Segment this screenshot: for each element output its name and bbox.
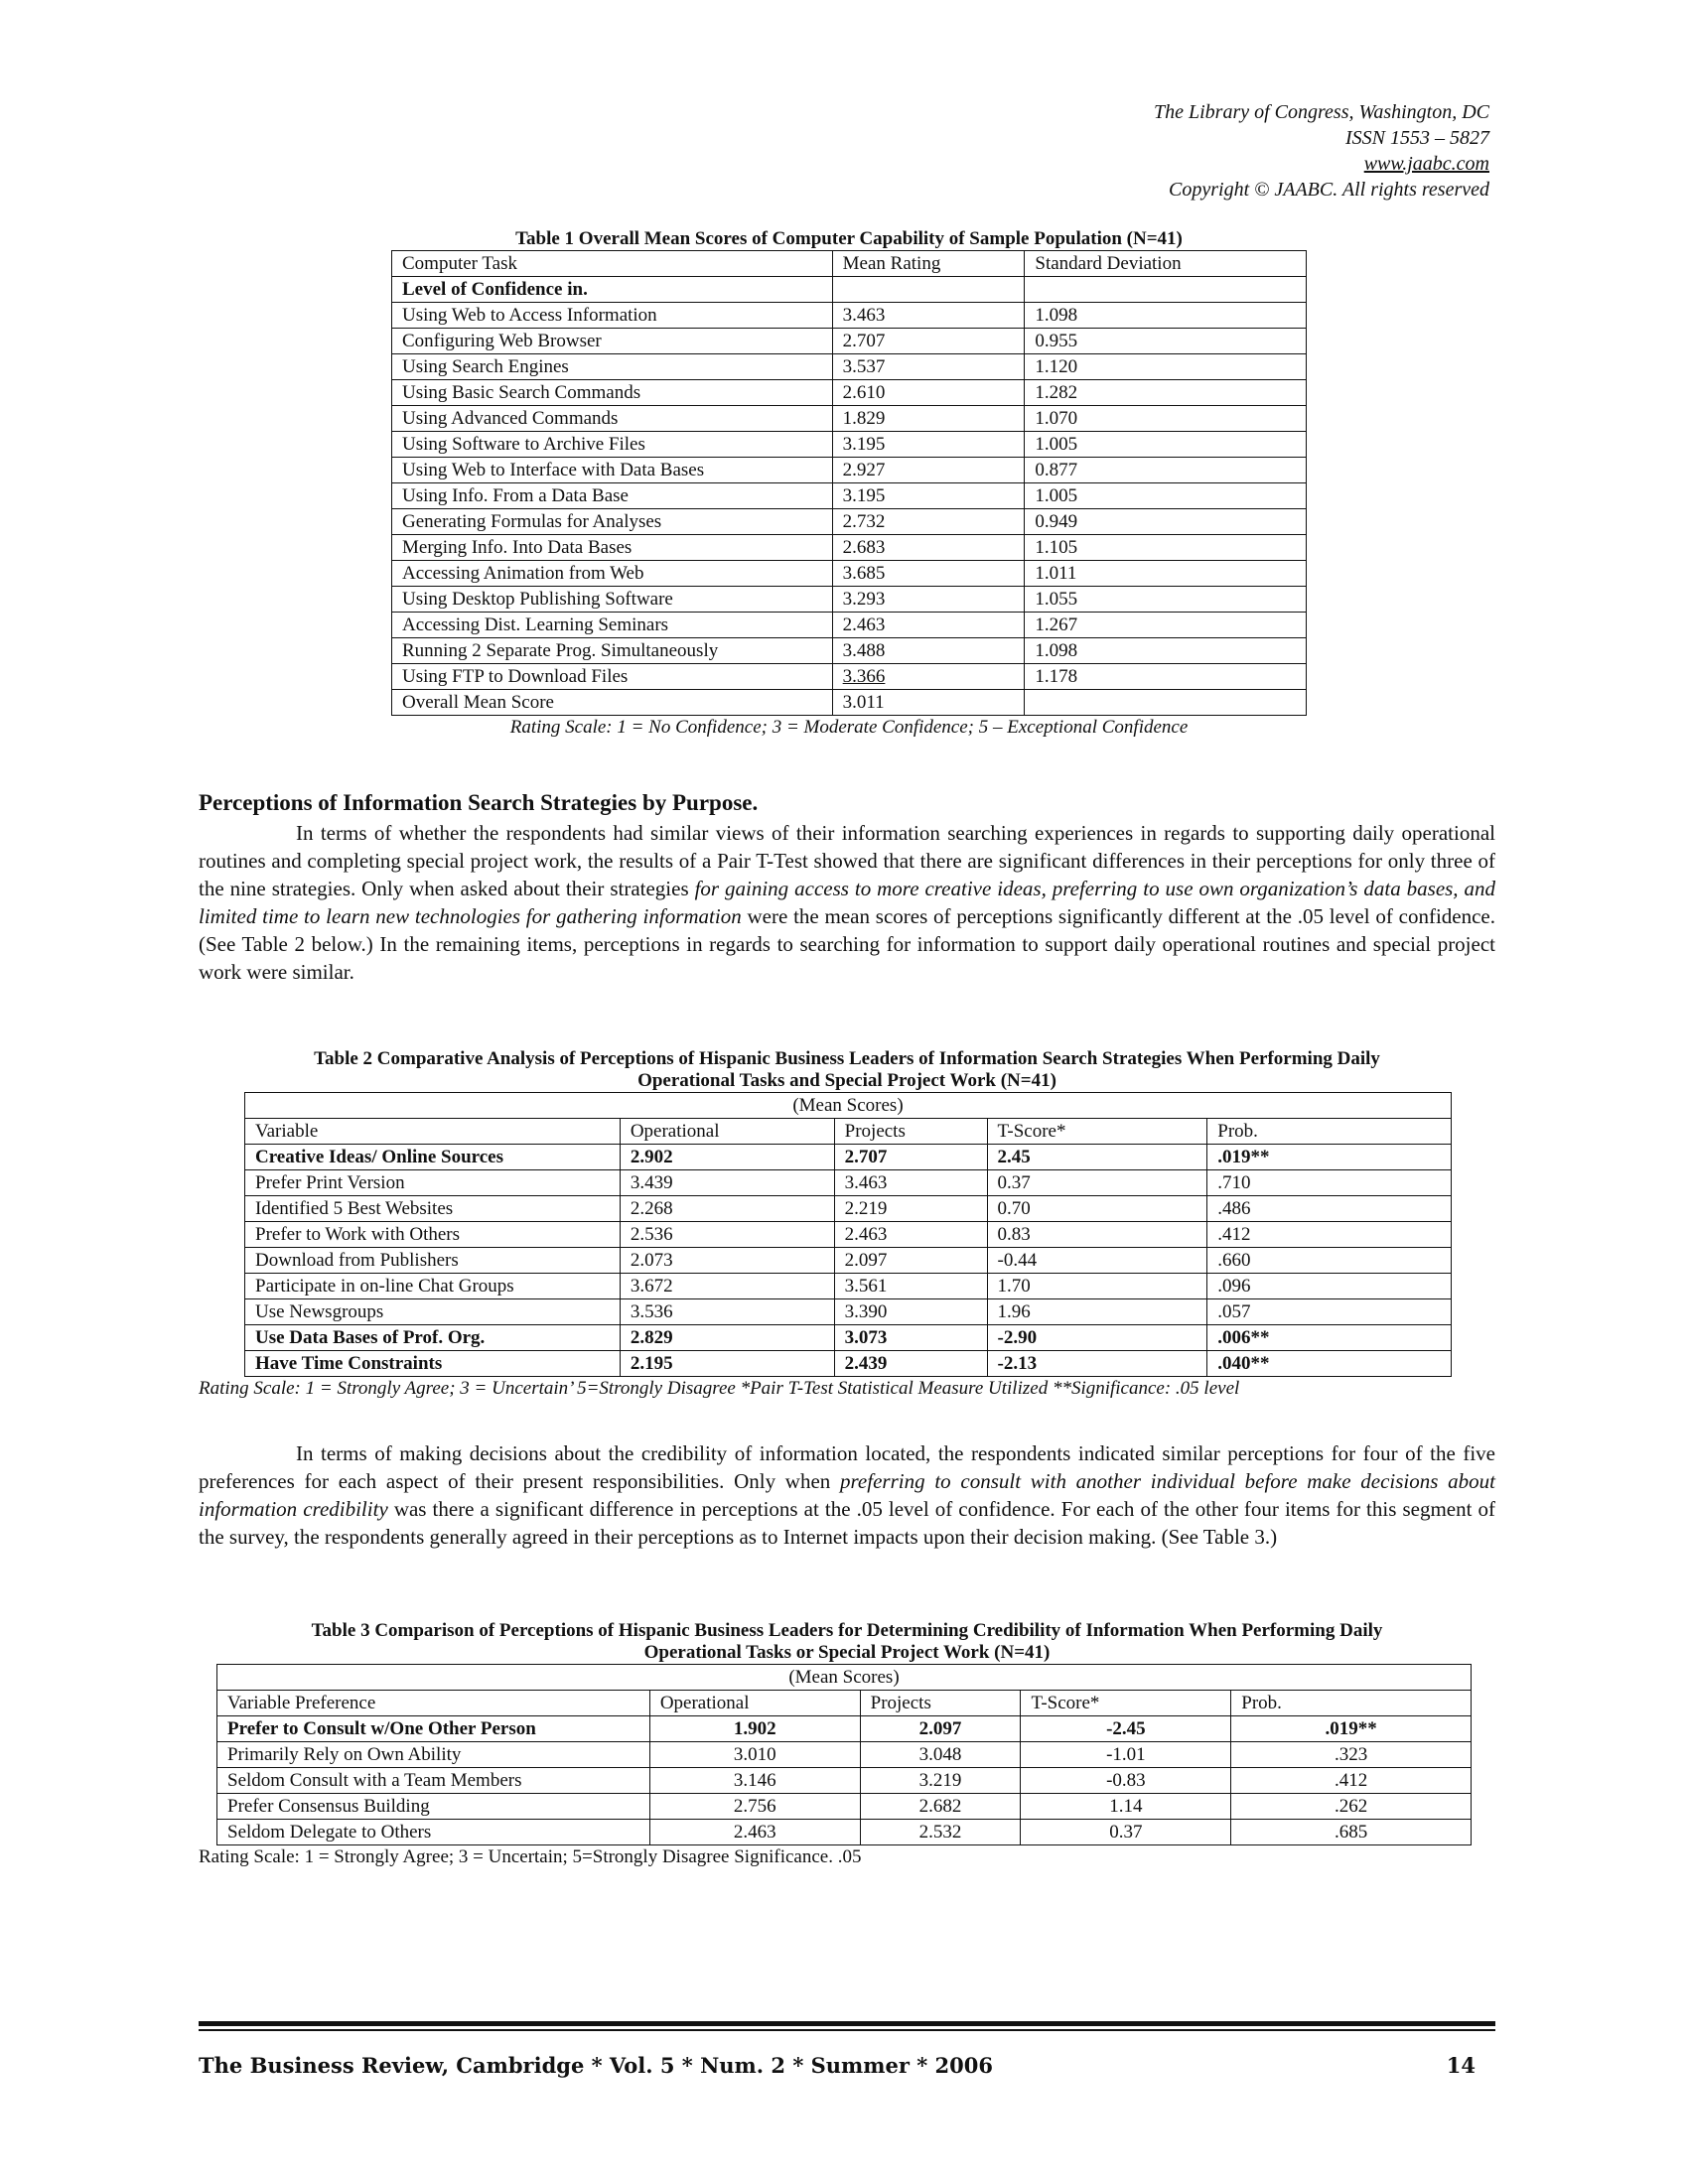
table-cell: Have Time Constraints [245, 1351, 621, 1377]
table-cell: 1.178 [1025, 664, 1307, 690]
table-cell: Running 2 Separate Prog. Simultaneously [392, 638, 833, 664]
table-cell: 1.267 [1025, 613, 1307, 638]
table-cell: .660 [1207, 1248, 1452, 1274]
table-3-mean-row [217, 1665, 1472, 1691]
table-row [392, 613, 1307, 638]
table-cell: 3.536 [620, 1299, 834, 1325]
mean-scores-label: (Mean Scores) [245, 1093, 1452, 1119]
table-cell: 1.96 [987, 1299, 1207, 1325]
table-cell: 2.073 [620, 1248, 834, 1274]
table-1-body [392, 303, 1307, 690]
table-1-overall-row [392, 690, 1307, 716]
table-row [392, 303, 1307, 329]
header-website-link[interactable]: www.jaabc.com [1363, 153, 1489, 175]
table-3 [216, 1664, 1472, 1845]
table-cell: .040** [1207, 1351, 1452, 1377]
footer-rule-thick [199, 2021, 1495, 2026]
table-row [392, 561, 1307, 587]
body-paragraph-2: In terms of making decisions about the credibility of information located, the respondents indicated similar perceptions for four of the five preferences for each aspect of their present responsibilities. Only when preferring to consult with another individual before make decisions about information credibility was there a significant difference in perceptions at the .05 level of confidence. For each of the other four items for this segment of the survey, the respondents generally agreed in their perceptions as to Internet impacts upon their decision making. (See Table 3.) [199, 1441, 1496, 1549]
table-1-rating-note: Rating Scale: 1 = No Confidence; 3 = Moderate Confidence; 5 – Exceptional Confidence [509, 717, 1189, 738]
table-cell: .710 [1207, 1170, 1452, 1196]
table-cell: 1.098 [1025, 303, 1307, 329]
table-cell: 3.366 [832, 664, 1025, 690]
table-cell: 3.439 [620, 1170, 834, 1196]
table-row [245, 1325, 1452, 1351]
table-cell: 0.83 [987, 1222, 1207, 1248]
table-cell: Participate in on-line Chat Groups [245, 1274, 621, 1299]
table-cell: -0.44 [987, 1248, 1207, 1274]
table-row [245, 1170, 1452, 1196]
table-row [392, 483, 1307, 509]
table-cell: Using FTP to Download Files [392, 664, 833, 690]
table-cell: Using Web to Interface with Data Bases [392, 458, 833, 483]
table-cell [1025, 690, 1307, 716]
table-cell: 1.105 [1025, 535, 1307, 561]
table-cell: Using Desktop Publishing Software [392, 587, 833, 613]
table-cell: Identified 5 Best Websites [245, 1196, 621, 1222]
table-1-caption: Table 1 Overall Mean Scores of Computer Capability of Sample Population (N=41) [515, 228, 1183, 249]
table-cell: 3.010 [649, 1742, 860, 1768]
table-cell: 3.463 [834, 1170, 987, 1196]
table-row [392, 458, 1307, 483]
table-cell: -2.13 [987, 1351, 1207, 1377]
table-cell: .019** [1231, 1716, 1472, 1742]
table-cell: 1.282 [1025, 380, 1307, 406]
table-cell: 2.683 [832, 535, 1025, 561]
column-header: Computer Task [392, 251, 833, 277]
table-cell: 3.195 [832, 483, 1025, 509]
table-cell: 0.37 [1021, 1820, 1231, 1845]
table-cell: 2.902 [620, 1145, 834, 1170]
column-header: Variable [245, 1119, 621, 1145]
table-cell: Accessing Animation from Web [392, 561, 833, 587]
table-cell: 1.902 [649, 1716, 860, 1742]
table-cell: 2.829 [620, 1325, 834, 1351]
table-1-block [391, 228, 1307, 740]
table-cell: 2.927 [832, 458, 1025, 483]
table-cell: Prefer Print Version [245, 1170, 621, 1196]
table-cell: Prefer to Consult w/One Other Person [217, 1716, 650, 1742]
table-cell: -2.45 [1021, 1716, 1231, 1742]
table-cell: 2.439 [834, 1351, 987, 1377]
table-cell: .019** [1207, 1145, 1452, 1170]
table-1 [391, 250, 1307, 716]
column-header: T-Score* [987, 1119, 1207, 1145]
table-cell: 2.268 [620, 1196, 834, 1222]
table-row [245, 1299, 1452, 1325]
table-cell: 1.14 [1021, 1794, 1231, 1820]
table-cell: 3.219 [860, 1768, 1021, 1794]
table-row [392, 509, 1307, 535]
table-row [217, 1742, 1472, 1768]
table-cell: 3.073 [834, 1325, 987, 1351]
running-header [1154, 99, 1489, 203]
table-row [392, 354, 1307, 380]
table-row [392, 380, 1307, 406]
table-cell: 0.70 [987, 1196, 1207, 1222]
table-row [245, 1145, 1452, 1170]
table-3-rating-note: Rating Scale: 1 = Strongly Agree; 3 = Uncertain; 5=Strongly Disagree Significance. .05 [199, 1846, 862, 1867]
table-cell: -0.83 [1021, 1768, 1231, 1794]
section-heading: Perceptions of Information Search Strategies by Purpose. [199, 790, 759, 815]
table-cell: 1.070 [1025, 406, 1307, 432]
table-row [392, 587, 1307, 613]
table-cell: 0.955 [1025, 329, 1307, 354]
body-paragraph-1: In terms of whether the respondents had similar views of their information searching experiences in regards to supporting daily operational routines and completing special project work, the results of a Pair T-Test showed that there are significant differences in their perceptions for only three of the nine strategies. Only when asked about their strategies for gaining access to more creative ideas, preferring to use own organization’s data bases, and limited time to learn new technologies for gathering information were the mean scores of perceptions significantly different at the .05 level of confidence. (See Table 2 below.) In the remaining items, perceptions in regards to searching for information to support daily operational routines and special project work were similar. [199, 821, 1495, 984]
table-2 [244, 1092, 1452, 1377]
table-1-header-row [392, 251, 1307, 277]
table-cell: 2.219 [834, 1196, 987, 1222]
table-cell: Configuring Web Browser [392, 329, 833, 354]
table-cell: 1.829 [832, 406, 1025, 432]
column-header: Projects [860, 1691, 1021, 1716]
table-cell: Overall Mean Score [392, 690, 833, 716]
table-cell: 3.561 [834, 1274, 987, 1299]
table-3-block [199, 1620, 1495, 1869]
table-cell: .412 [1231, 1768, 1472, 1794]
table-2-body [245, 1145, 1452, 1377]
table-cell: 0.877 [1025, 458, 1307, 483]
table-row [217, 1716, 1472, 1742]
table-cell: 1.70 [987, 1274, 1207, 1299]
table-cell: 3.048 [860, 1742, 1021, 1768]
group-label: Level of Confidence in. [392, 277, 833, 303]
table-2-mean-row [245, 1093, 1452, 1119]
table-cell: Generating Formulas for Analyses [392, 509, 833, 535]
table-cell: .096 [1207, 1274, 1452, 1299]
table-2-block [199, 1048, 1495, 1401]
table-cell: 3.195 [832, 432, 1025, 458]
table-row [392, 329, 1307, 354]
table-row [245, 1222, 1452, 1248]
table-cell: 1.098 [1025, 638, 1307, 664]
table-cell: Using Software to Archive Files [392, 432, 833, 458]
table-cell: .057 [1207, 1299, 1452, 1325]
table-row [245, 1248, 1452, 1274]
table-3-header-row [217, 1691, 1472, 1716]
table-row [217, 1820, 1472, 1845]
table-cell: Using Search Engines [392, 354, 833, 380]
table-cell: Using Basic Search Commands [392, 380, 833, 406]
table-cell: 3.146 [649, 1768, 860, 1794]
table-cell: 2.707 [834, 1145, 987, 1170]
header-issn: ISSN 1553 – 5827 [1345, 127, 1489, 149]
table-cell: 3.537 [832, 354, 1025, 380]
table-cell: .323 [1231, 1742, 1472, 1768]
table-row [245, 1196, 1452, 1222]
table-cell: Accessing Dist. Learning Seminars [392, 613, 833, 638]
table-cell: Seldom Delegate to Others [217, 1820, 650, 1845]
column-header: Standard Deviation [1025, 251, 1307, 277]
table-cell: 0.949 [1025, 509, 1307, 535]
table-cell: Use Data Bases of Prof. Org. [245, 1325, 621, 1351]
table-cell: 3.463 [832, 303, 1025, 329]
table-cell: 2.532 [860, 1820, 1021, 1845]
page-number: 14 [1446, 2053, 1476, 2078]
table-3-body [217, 1716, 1472, 1845]
column-header: T-Score* [1021, 1691, 1231, 1716]
table-cell: 3.390 [834, 1299, 987, 1325]
table-cell: 1.005 [1025, 432, 1307, 458]
column-header: Prob. [1231, 1691, 1472, 1716]
table-row [392, 535, 1307, 561]
table-cell: 3.011 [832, 690, 1025, 716]
table-3-caption: Table 3 Comparison of Perceptions of Hispanic Business Leaders for Determining Credibility of Information When Performing Daily Operational Tasks or Special Project Work (N=41) [311, 1620, 1383, 1663]
table-cell: Use Newsgroups [245, 1299, 621, 1325]
table-cell: 2.756 [649, 1794, 860, 1820]
table-2-rating-note: Rating Scale: 1 = Strongly Agree; 3 = Uncertain’ 5=Strongly Disagree *Pair T-Test Statistical Measure Utilized **Significance: .05 level [199, 1378, 1240, 1399]
table-cell: 2.463 [649, 1820, 860, 1845]
column-header: Prob. [1207, 1119, 1452, 1145]
table-cell: Using Advanced Commands [392, 406, 833, 432]
table-cell: -2.90 [987, 1325, 1207, 1351]
table-cell: 1.005 [1025, 483, 1307, 509]
header-copyright: Copyright © JAABC. All rights reserved [1169, 179, 1489, 201]
table-cell: 2.195 [620, 1351, 834, 1377]
table-cell: 3.488 [832, 638, 1025, 664]
table-cell: Primarily Rely on Own Ability [217, 1742, 650, 1768]
table-cell: Creative Ideas/ Online Sources [245, 1145, 621, 1170]
column-header: Variable Preference [217, 1691, 650, 1716]
table-cell: .685 [1231, 1820, 1472, 1845]
table-cell: Download from Publishers [245, 1248, 621, 1274]
table-cell: 2.732 [832, 509, 1025, 535]
table-cell: 1.055 [1025, 587, 1307, 613]
table-cell: 2.45 [987, 1145, 1207, 1170]
table-cell: 2.463 [832, 613, 1025, 638]
table-cell: 1.011 [1025, 561, 1307, 587]
table-row [217, 1768, 1472, 1794]
table-1-group-row [392, 277, 1307, 303]
table-cell: Using Info. From a Data Base [392, 483, 833, 509]
table-cell: Seldom Consult with a Team Members [217, 1768, 650, 1794]
table-2-caption: Table 2 Comparative Analysis of Perceptions of Hispanic Business Leaders of Information Search Strategies When Performing Daily Operational Tasks and Special Project Work (N=41) [314, 1048, 1380, 1091]
table-cell: 2.536 [620, 1222, 834, 1248]
table-cell: .262 [1231, 1794, 1472, 1820]
table-cell: Using Web to Access Information [392, 303, 833, 329]
table-cell: 1.120 [1025, 354, 1307, 380]
table-row [392, 406, 1307, 432]
column-header: Projects [834, 1119, 987, 1145]
table-cell: Prefer Consensus Building [217, 1794, 650, 1820]
table-cell: Merging Info. Into Data Bases [392, 535, 833, 561]
header-publisher: The Library of Congress, Washington, DC [1153, 101, 1489, 123]
footer-journal: The Business Review, Cambridge * Vol. 5 * Num. 2 * Summer * 2006 [199, 2053, 993, 2078]
table-cell: 0.37 [987, 1170, 1207, 1196]
table-row [392, 664, 1307, 690]
table-row [245, 1274, 1452, 1299]
table-2-header-row [245, 1119, 1452, 1145]
table-cell: 3.293 [832, 587, 1025, 613]
table-cell: 3.685 [832, 561, 1025, 587]
page-footer [199, 2053, 1495, 2078]
table-row [392, 638, 1307, 664]
table-cell: 2.707 [832, 329, 1025, 354]
table-cell: 3.672 [620, 1274, 834, 1299]
footer-rule-thin [199, 2029, 1495, 2031]
table-cell: 2.463 [834, 1222, 987, 1248]
table-cell: -1.01 [1021, 1742, 1231, 1768]
table-row [392, 432, 1307, 458]
column-header: Operational [620, 1119, 834, 1145]
column-header: Mean Rating [832, 251, 1025, 277]
table-cell: .486 [1207, 1196, 1452, 1222]
table-cell: .412 [1207, 1222, 1452, 1248]
mean-scores-label: (Mean Scores) [217, 1665, 1472, 1691]
table-row [217, 1794, 1472, 1820]
table-cell: Prefer to Work with Others [245, 1222, 621, 1248]
table-row [245, 1351, 1452, 1377]
column-header: Operational [649, 1691, 860, 1716]
table-cell: 2.097 [860, 1716, 1021, 1742]
table-cell: 2.682 [860, 1794, 1021, 1820]
table-cell: .006** [1207, 1325, 1452, 1351]
table-cell: 2.610 [832, 380, 1025, 406]
table-cell: 2.097 [834, 1248, 987, 1274]
